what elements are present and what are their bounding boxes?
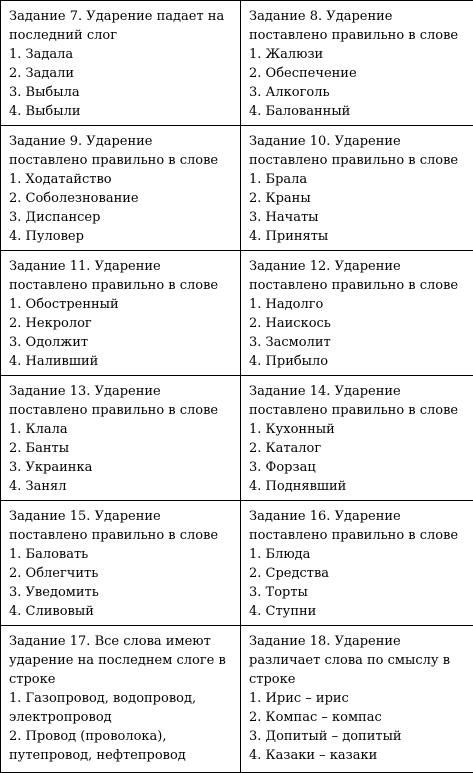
- task-title: Задание 12. Ударение поставлено правильно в слове: [249, 257, 467, 295]
- table-row: [1, 376, 473, 501]
- answer-option: 2. Обеспечение: [249, 64, 467, 83]
- answer-option: 1. Надолго: [249, 295, 467, 314]
- task-title: Задание 11. Ударение поставлено правильно в слове: [9, 257, 234, 295]
- answer-option: 4. Наливший: [9, 352, 234, 371]
- answer-option: 2. Соболезнование: [9, 189, 234, 208]
- answer-option: 2. Банты: [9, 439, 234, 458]
- task-cell: [241, 126, 473, 251]
- task-title: Задание 18. Ударение различает слова по смыслу в строке: [249, 632, 467, 689]
- answer-option: 3. Засмолит: [249, 333, 467, 352]
- task-cell: [1, 1, 241, 126]
- answer-option: 3. Форзац: [249, 458, 467, 477]
- task-cell: [241, 1, 473, 126]
- answer-option: 3. Диспансер: [9, 208, 234, 227]
- answer-option: 4. Пуловер: [9, 227, 234, 246]
- task-title: Задание 10. Ударение поставлено правильно в слове: [249, 132, 467, 170]
- answer-option: 1. Кухонный: [249, 420, 467, 439]
- task-cell: [241, 501, 473, 626]
- table-row: [1, 126, 473, 251]
- answer-option: 2. Некролог: [9, 314, 234, 333]
- answer-option: 4. Поднявший: [249, 477, 467, 496]
- answer-option: 4. Сливовый: [9, 602, 234, 621]
- answer-option: 4. Казаки – казаки: [249, 746, 467, 765]
- task-cell: [1, 501, 241, 626]
- answer-option: 4. Занял: [9, 477, 234, 496]
- answer-option: 1. Брала: [249, 170, 467, 189]
- table-row: [1, 626, 473, 773]
- task-title: Задание 9. Ударение поставлено правильно в слове: [9, 132, 234, 170]
- answer-option: 2. Компас – компас: [249, 708, 467, 727]
- answer-option: 1. Обостренный: [9, 295, 234, 314]
- answer-option: 4. Приняты: [249, 227, 467, 246]
- task-title: Задание 17. Все слова имеют ударение на последнем слоге в строке: [9, 632, 234, 689]
- answer-option: 4. Ступни: [249, 602, 467, 621]
- answer-option: 4. Прибыло: [249, 352, 467, 371]
- answer-option: 1. Жалюзи: [249, 45, 467, 64]
- answer-option: 2. Каталог: [249, 439, 467, 458]
- task-cell: [241, 376, 473, 501]
- answer-option: 2. Наискось: [249, 314, 467, 333]
- answer-option: 1. Блюда: [249, 545, 467, 564]
- task-title: Задание 7. Ударение падает на последний слог: [9, 7, 234, 45]
- answer-option: 1. Ходатайство: [9, 170, 234, 189]
- answer-option: 3. Торты: [249, 583, 467, 602]
- task-title: Задание 16. Ударение поставлено правильно в слове: [249, 507, 467, 545]
- table-row: [1, 1, 473, 126]
- answer-option: 2. Задали: [9, 64, 234, 83]
- answer-option: 2. Облегчить: [9, 564, 234, 583]
- answer-option: 4. Балованный: [249, 102, 467, 121]
- task-title: Задание 8. Ударение поставлено правильно в слове: [249, 7, 467, 45]
- task-title: Задание 15. Ударение поставлено правильно в слове: [9, 507, 234, 545]
- table-row: [1, 251, 473, 376]
- answer-option: 2. Средства: [249, 564, 467, 583]
- task-cell: [241, 626, 473, 773]
- task-title: Задание 13. Ударение поставлено правильно в слове: [9, 382, 234, 420]
- task-cell: [1, 126, 241, 251]
- answer-option: 1. Баловать: [9, 545, 234, 564]
- task-title: Задание 14. Ударение поставлено правильно в слове: [249, 382, 467, 420]
- answer-option: 3. Уведомить: [9, 583, 234, 602]
- answer-option: 1. Ирис – ирис: [249, 689, 467, 708]
- answer-option: 3. Украинка: [9, 458, 234, 477]
- answer-option: 3. Начаты: [249, 208, 467, 227]
- task-cell: [1, 626, 241, 773]
- answer-option: 3. Алкоголь: [249, 83, 467, 102]
- answer-option: 2. Провод (проволока), путепровод, нефтепровод: [9, 727, 234, 765]
- task-cell: [241, 251, 473, 376]
- task-cell: [1, 376, 241, 501]
- table-row: [1, 501, 473, 626]
- answer-option: 3. Одолжит: [9, 333, 234, 352]
- answer-option: 1. Задала: [9, 45, 234, 64]
- task-cell: [1, 251, 241, 376]
- answer-option: 1. Газопровод, водопровод, электропровод: [9, 689, 234, 727]
- answer-option: 1. Клала: [9, 420, 234, 439]
- answer-option: 3. Допитый – допитый: [249, 727, 467, 746]
- answer-option: 2. Краны: [249, 189, 467, 208]
- answer-option: 3. Выбыла: [9, 83, 234, 102]
- answer-option: 4. Выбыли: [9, 102, 234, 121]
